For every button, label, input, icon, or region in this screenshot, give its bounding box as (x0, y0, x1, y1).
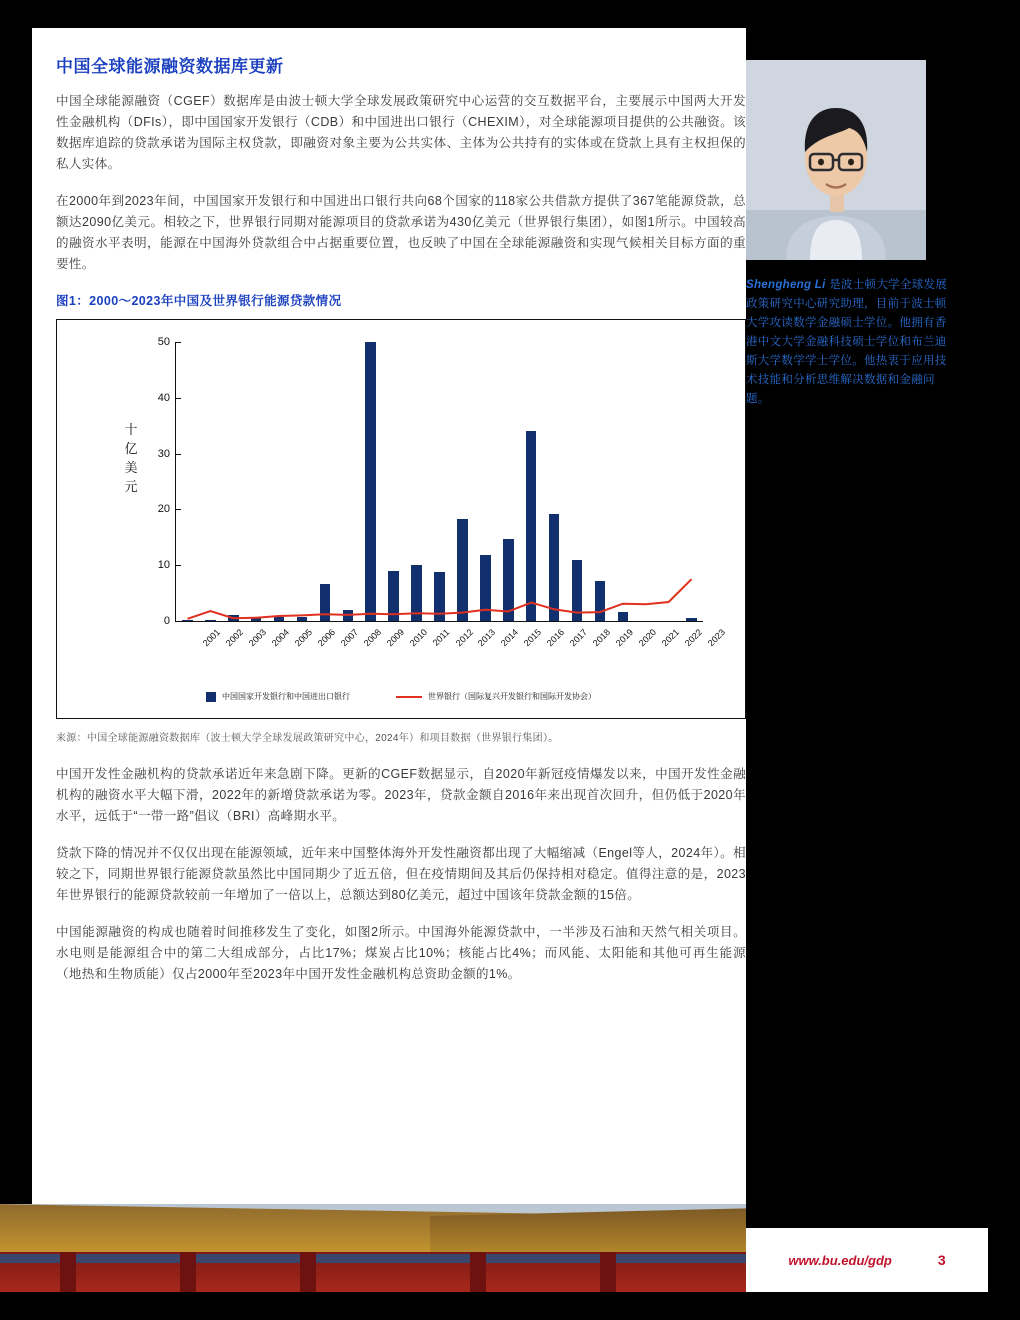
chart-x-tick: 2015 (522, 627, 544, 649)
chart-x-tick: 2008 (361, 627, 383, 649)
footer-url[interactable]: www.bu.edu/gdp (788, 1252, 892, 1268)
chart-x-tick: 2018 (590, 627, 613, 649)
chart-x-tick: 2002 (224, 627, 246, 649)
chart-x-tick: 2001 (201, 627, 223, 649)
figure-1-chart (56, 319, 746, 719)
legend-item-china (206, 691, 350, 702)
body-paragraph-1: 中国全球能源融资（CGEF）数据库是由波士顿大学全球发展政策研究中心运营的交互数据平台，主要展示中国两大开发性金融机构（DFIs），即中国国家开发银行（CDB）和中国进出口银行（CHEXIM），对全球能源项目提供的公共融资。该数据库追踪的贷款承诺为国际主权贷款，即融资对象主要为公共实体、主体为公共持有的实体或在贷款上具有主权担保的私人实体。 (56, 94, 746, 171)
chart-x-tick: 2010 (407, 627, 429, 649)
chart-x-tick: 2013 (476, 627, 498, 649)
chart-y-axis-label: 十亿美元 (124, 422, 138, 494)
photo-column (180, 1252, 196, 1292)
sidebar (746, 28, 988, 1292)
author-name: Shengheng Li (746, 279, 826, 291)
photo-beam (0, 1254, 746, 1263)
author-bio-text: 是波士顿大学全球发展政策研究中心研究助理，目前于波士顿大学攻读数学金融硕士学位。他拥有香港中文大学金融科技硕士学位和布兰迪斯大学数学学士学位。他热衷于应用技术技能和分析思维解决数据和金融问题。 (746, 279, 948, 405)
chart-y-tick: 40 (158, 392, 176, 404)
page-title: 中国全球能源融资数据库更新 (56, 57, 284, 76)
chart-line-series (176, 342, 703, 621)
chart-x-tick: 2019 (613, 627, 635, 649)
body-paragraph-2: 在2000年到2023年间，中国国家开发银行和中国进出口银行共向68个国家的118家公共借款方提供了367笔能源贷款，总额达2090亿美元。相较之下，世界银行同期对能源项目的贷款承诺为430亿美元（世界银行集团），如图1所示。中国较高的融资水平表明，能源在中国海外贷款组合中占据重要位置，也反映了中国在全球能源融资和实现气候相关目标方面的重要性。 (56, 194, 746, 271)
figure-source: 来源：中国全球能源融资数据库（波士顿大学全球发展政策研究中心，2024年）和项目数据（世界银行集团）。 (56, 733, 559, 744)
photo-column (300, 1252, 316, 1292)
chart-x-tick: 2003 (247, 627, 269, 649)
chart-x-tick: 2006 (315, 627, 338, 649)
chart-y-tick: 20 (158, 503, 176, 515)
figure-1-title: 图1：2000～2023年中国及世界银行能源贷款情况 (56, 294, 342, 308)
legend-label-china: 中国国家开发银行和中国进出口银行 (222, 692, 350, 701)
author-bio (746, 276, 954, 409)
chart-plot-area (157, 336, 727, 649)
body-paragraph-5: 中国能源融资的构成也随着时间推移发生了变化，如图2所示。中国海外能源贷款中，一半涉及石油和天然气相关项目。水电则是能源组合中的第二大组成部分，占比17%；煤炭占比10%；核能占比4%；而风能、太阳能和其他可再生能源（地热和生物质能）仅占2000年至2023年中国开发性金融机构总资助金额的1%。 (56, 925, 746, 981)
article-column (56, 52, 746, 1001)
page-number: 3 (937, 1252, 946, 1268)
chart-x-tick: 2017 (567, 627, 590, 649)
chart-x-tick: 2007 (338, 627, 361, 649)
body-paragraph-4: 贷款下降的情况并不仅仅出现在能源领域，近年来中国整体海外开发性融资都出现了大幅缩减（Engel等人，2024年）。相较之下，同期世界银行能源贷款虽然比中国同期少了近五倍，但在疫情期间及其后仍保持相对稳定。值得注意的是，2023年世界银行的能源贷款较前一年增加了一倍以上，总额达到80亿美元，超过中国该年贷款金额的15倍。 (56, 846, 746, 902)
chart-y-tick: 30 (158, 448, 176, 460)
chart-legend (57, 691, 745, 702)
chart-x-tick: 2009 (384, 627, 406, 649)
chart-y-tick: 50 (158, 336, 176, 348)
chart-x-tick: 2023 (705, 627, 727, 649)
chart-x-tick: 2022 (682, 627, 704, 649)
chart-x-tick: 2011 (430, 627, 452, 648)
chart-x-tick: 2020 (636, 627, 658, 649)
photo-column (60, 1252, 76, 1292)
chart-x-tick: 2004 (270, 627, 292, 649)
decorative-photo (0, 1204, 746, 1292)
legend-swatch-line (396, 696, 422, 698)
chart-x-tick: 2012 (453, 627, 475, 649)
chart-x-tick: 2021 (659, 627, 681, 649)
body-paragraph-3: 中国开发性金融机构的贷款承诺近年来急剧下降。更新的CGEF数据显示，自2020年新冠疫情爆发以来，中国开发性金融机构的融资水平大幅下滑，2022年的新增贷款承诺为零。2023年，贷款金额自2016年来出现首次回升，但仍低于2020年水平，远低于“一带一路”倡议（BRI）高峰期水平。 (56, 767, 746, 823)
chart-x-tick: 2014 (499, 627, 521, 649)
photo-wall (0, 1252, 746, 1292)
author-avatar (746, 60, 926, 260)
photo-column (600, 1252, 616, 1292)
avatar-illustration (746, 60, 926, 260)
photo-roof-right (430, 1208, 746, 1258)
chart-x-tick: 2005 (292, 627, 315, 649)
legend-label-worldbank: 世界银行（国际复兴开发银行和国际开发协会） (428, 692, 596, 701)
chart-y-tick: 10 (158, 559, 176, 571)
chart-y-tick: 0 (164, 615, 176, 627)
chart-x-tick: 2016 (545, 627, 567, 649)
photo-column (470, 1252, 486, 1292)
page (32, 28, 988, 1292)
legend-item-worldbank (396, 691, 596, 702)
legend-swatch-bar (206, 692, 216, 702)
footer (746, 1228, 988, 1292)
